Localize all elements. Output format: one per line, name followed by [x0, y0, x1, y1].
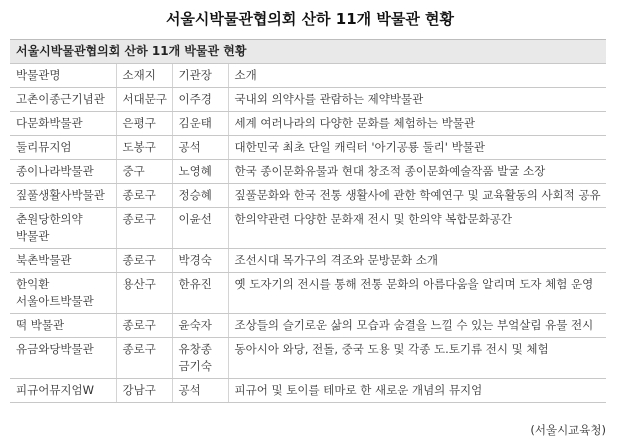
description-cell: 동아시아 와당, 전돌, 중국 도용 및 각종 도.토기류 전시 및 체험 [228, 338, 606, 379]
table-caption: 서울시박물관협의회 산하 11개 박물관 현황 [10, 40, 606, 64]
table-row [10, 88, 606, 112]
table-row [10, 273, 606, 314]
director-cell: 노영혜 [172, 160, 228, 184]
description-cell: 국내외 의약사를 관람하는 제약박물관 [228, 88, 606, 112]
location-cell: 종로구 [116, 314, 172, 338]
museum-name-cell: 한익환 서울아트박물관 [10, 273, 116, 314]
museum-name-cell: 짚풀생활사박물관 [10, 184, 116, 208]
museum-name-cell: 종이나라박물관 [10, 160, 116, 184]
table-row [10, 160, 606, 184]
museum-table [10, 39, 606, 403]
director-cell: 유창종 금기숙 [172, 338, 228, 379]
director-cell: 한유진 [172, 273, 228, 314]
description-cell: 세계 여러나라의 다양한 문화를 체험하는 박물관 [228, 112, 606, 136]
header-description: 소개 [228, 64, 606, 88]
table-header-row [10, 64, 606, 88]
museum-name-cell: 북촌박물관 [10, 249, 116, 273]
description-cell: 짚풀문화와 한국 전통 생활사에 관한 학예연구 및 교육활동의 사회적 공유 [228, 184, 606, 208]
description-cell: 조선시대 목가구의 격조와 문방문화 소개 [228, 249, 606, 273]
location-cell: 종로구 [116, 249, 172, 273]
source-credit: (서울시교육청) [530, 423, 606, 437]
museum-name-cell: 춘원당한의약 박물관 [10, 208, 116, 249]
description-cell: 조상들의 슬기로운 삶의 모습과 숨결을 느낄 수 있는 부엌살림 유물 전시 [228, 314, 606, 338]
museum-name-cell: 고촌이종근기념관 [10, 88, 116, 112]
page-title: 서울시박물관협의회 산하 11개 박물관 현황 [165, 10, 455, 28]
table-row [10, 379, 606, 403]
description-cell: 피규어 및 토이를 테마로 한 새로운 개념의 뮤지엄 [228, 379, 606, 403]
location-cell: 종로구 [116, 208, 172, 249]
director-cell: 윤숙자 [172, 314, 228, 338]
location-cell: 도봉구 [116, 136, 172, 160]
director-cell: 이주경 [172, 88, 228, 112]
location-cell: 강남구 [116, 379, 172, 403]
header-location: 소재지 [116, 64, 172, 88]
location-cell: 은평구 [116, 112, 172, 136]
description-cell: 옛 도자기의 전시를 통해 전통 문화의 아름다움을 알리며 도자 체험 운영 [228, 273, 606, 314]
location-cell: 서대문구 [116, 88, 172, 112]
location-cell: 용산구 [116, 273, 172, 314]
table-row [10, 208, 606, 249]
museum-name-cell: 떡 박물관 [10, 314, 116, 338]
table-body [10, 88, 606, 403]
museum-name-cell: 피규어뮤지엄W [10, 379, 116, 403]
director-cell: 공석 [172, 379, 228, 403]
director-cell: 박경숙 [172, 249, 228, 273]
museum-name-cell: 다문화박물관 [10, 112, 116, 136]
table-row [10, 184, 606, 208]
description-cell: 한국 종이문화유물과 현대 창조적 종이문화예술작품 발굴 소장 [228, 160, 606, 184]
director-cell: 정승혜 [172, 184, 228, 208]
header-name: 박물관명 [10, 64, 116, 88]
director-cell: 이윤선 [172, 208, 228, 249]
table-row [10, 314, 606, 338]
description-cell: 한의약관련 다양한 문화재 전시 및 한의약 복합문화공간 [228, 208, 606, 249]
director-cell: 김운태 [172, 112, 228, 136]
museum-name-cell: 유금와당박물관 [10, 338, 116, 379]
location-cell: 종로구 [116, 338, 172, 379]
header-director: 기관장 [172, 64, 228, 88]
museum-name-cell: 둘리뮤지엄 [10, 136, 116, 160]
table-row [10, 112, 606, 136]
table-row [10, 249, 606, 273]
description-cell: 대한민국 최초 단일 캐릭터 '아기공룡 둘리' 박물관 [228, 136, 606, 160]
table-row [10, 136, 606, 160]
table-row [10, 338, 606, 379]
director-cell: 공석 [172, 136, 228, 160]
table-caption-row [10, 40, 606, 64]
location-cell: 종로구 [116, 184, 172, 208]
location-cell: 중구 [116, 160, 172, 184]
